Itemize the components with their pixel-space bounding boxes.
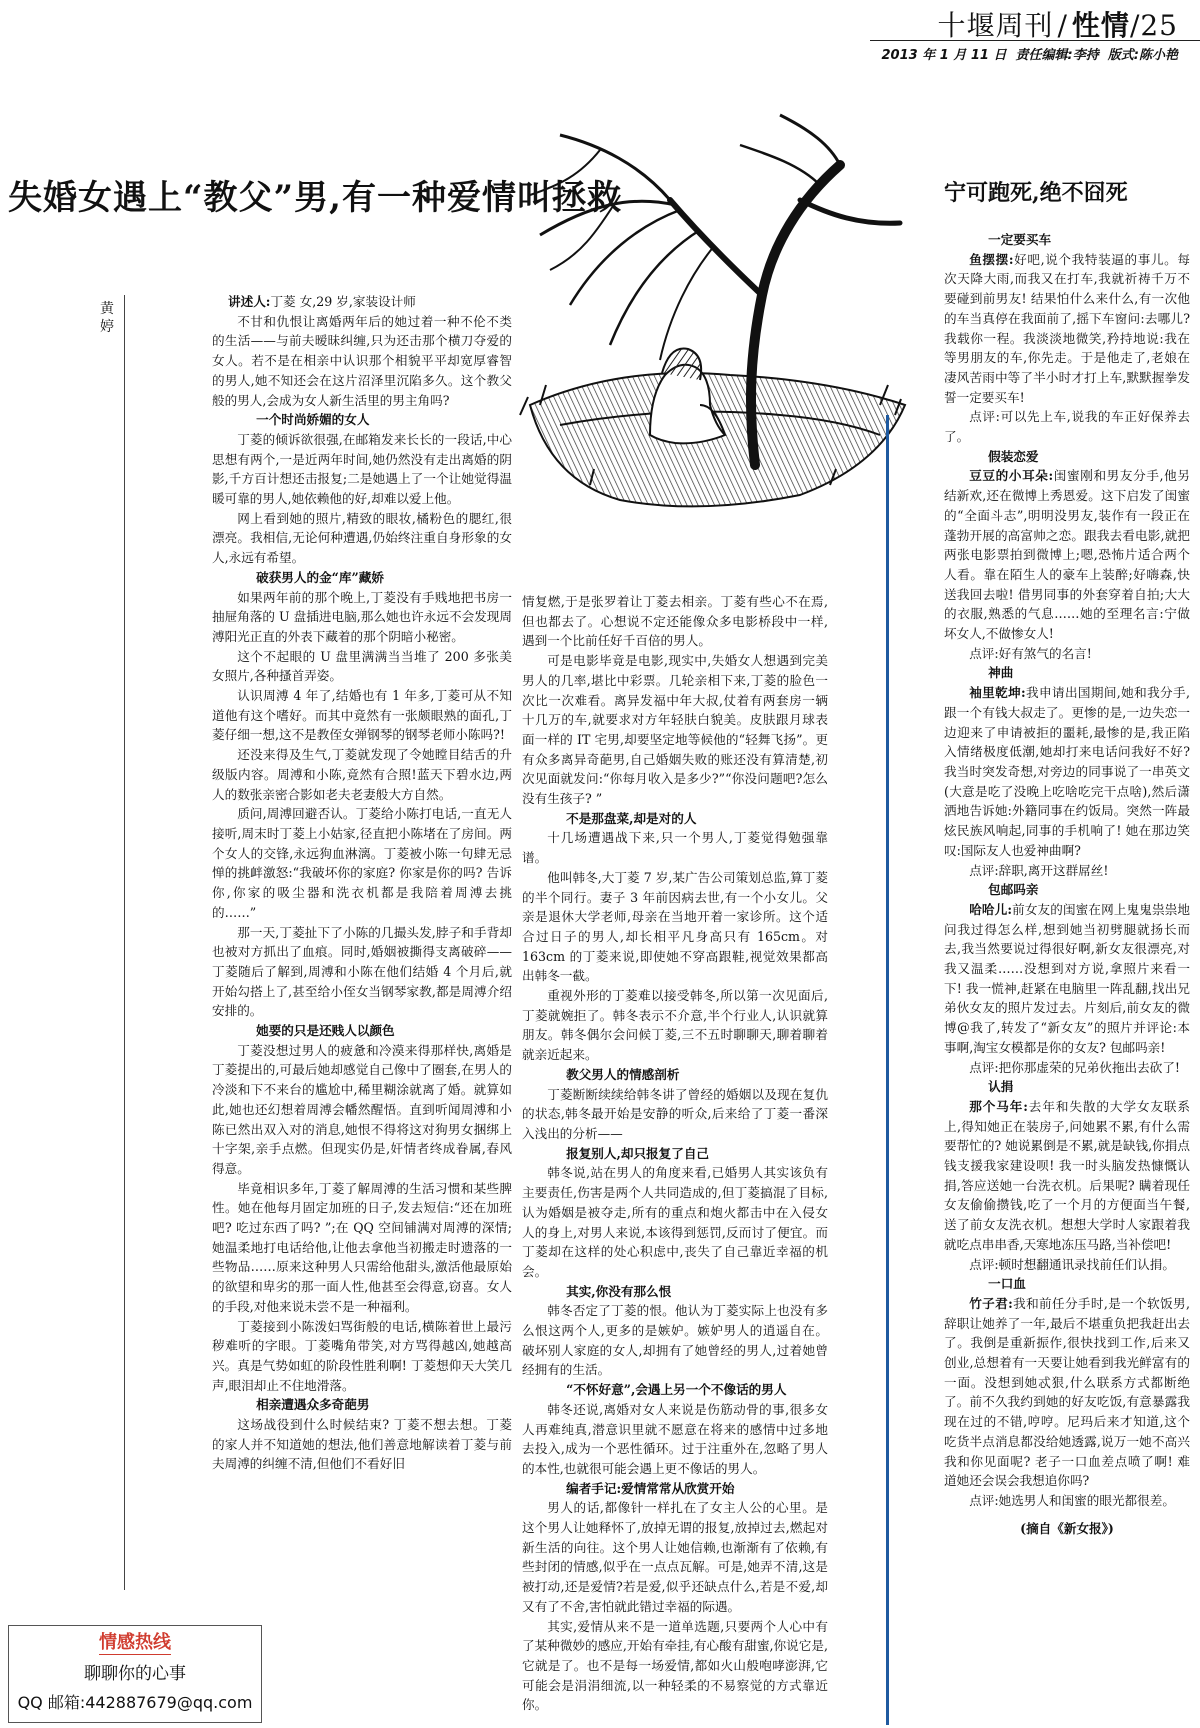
paragraph: 韩冬否定了丁菱的恨。他认为丁菱实际上也没有多么恨这两个人,更多的是嫉妒。嫉妒男人的逍遥自在。破坏别人家庭的女人,却拥有了她曾经的男人,过着她曾经拥有的生活。 [522, 1303, 828, 1378]
source-credit: (摘自《新女报》) [1020, 1520, 1114, 1536]
hotline-box [8, 1625, 262, 1723]
page-number: /25 [1129, 9, 1178, 42]
hotline-title: 情感热线 [99, 1628, 171, 1655]
paragraph: 韩冬说,站在男人的角度来看,已婚男人其实该负有主要责任,伤害是两个人共同造成的,但丁菱搞混了目标,认为婚姻是被夺走,所有的重点和炮火都击中在入侵女人的身上,对男人来说,本该得到惩罚,反而讨了便宜。而丁菱却在这样的处心积虑中,丧失了自己靠近幸福的机会。 [522, 1165, 828, 1279]
comment: 点评:好有煞气的名言! [969, 645, 1092, 661]
sidebar-divider [886, 415, 889, 1725]
subheading: 破获男人的金“库”藏娇 [256, 569, 384, 585]
paragraph: 其实,爱情从来不是一道单选题,只要两个人心中有了某种微妙的感应,开始有牵挂,有心酸有甜蜜,你说它是,它就是了。也不是每一场爱情,都如火山般咆哮澎湃,它可能会是涓涓细流,以一种轻柔的不易察觉的方式靠近你。 [522, 1618, 828, 1713]
subheading: 相亲遭遇众多奇葩男 [256, 1397, 370, 1413]
story-paragraph: 豆豆的小耳朵:闺蜜刚和男友分手,他另结新欢,还在微博上秀恩爱。这下启发了闺蜜的“全面斗志”,明明没男友,装作有一段正在蓬勃开展的高富帅之恋。跟我去看电影,就把两张电影票拍到微博上;嗯,恐怖片适合两个人看。靠在陌生人的豪车上装醉;好嗨森,快送我回去啦! 借男同事的外套穿着自拍;大大的衣服,熟悉的气息……她的至理名言:宁做坏女人,不做惨女人! [944, 468, 1190, 642]
sidebar-column [944, 230, 1190, 1720]
paragraph: 可是电影毕竟是电影,现实中,失婚女人想遇到完美男人的几率,堪比中彩票。几轮亲相下来,丁菱的脸色一次比一次难看。离异发福中年大叔,仗着有两套房一辆十几万的车,就要求对方年轻肤白貌美。皮肤跟月球表面一样的 IT 宅男,却要坚定地等候他的“轻舞飞扬”。更有众多离异奇葩男,自己婚姻失败的账还没有算清楚,初次见面就发问:“你每月收入是多少?”“你没问题吧?怎么没有生孩子? ” [522, 653, 828, 807]
subheading: 包邮吗亲 [988, 882, 1039, 898]
editor-credit: 责任编辑:李持 [1015, 48, 1099, 63]
paragraph: 不甘和仇恨让离婚两年后的她过着一种不伦不类的生活——与前夫暧昧纠缠,只为还击那个横刀夺爱的女人。若不是在相亲中认识那个相貌平平却宽厚睿智的男人,她不知还会在这片沼泽里沉陷多久。这个教父般的男人,会成为女人新生活里的男主角吗? [212, 313, 512, 408]
author-divider [124, 295, 125, 1590]
article-headline: 失婚女遇上“教父”男,有一种爱情叫拯救 [8, 178, 622, 218]
comment: 点评:她选男人和闺蜜的眼光都很差。 [969, 1493, 1175, 1508]
masthead-separator: / [1057, 9, 1068, 42]
paragraph: 网上看到她的照片,精致的眼妆,橘粉色的腮红,很漂亮。我相信,无论何种遭遇,仍始终注重自身形象的女人,永远有希望。 [212, 510, 512, 566]
sidebar-headline: 宁可跑死,绝不囧死 [944, 180, 1128, 206]
subheading: “不怀好意”,会遇上另一个不像话的男人 [566, 1382, 787, 1398]
paragraph: 还没来得及生气,丁菱就发现了令她瞠目结舌的升级版内容。周溥和小陈,竟然有合照!蓝天下碧水边,两人的数张亲密合影如老夫老妻般大方自然。 [212, 747, 512, 802]
story-paragraph: 哈哈儿:前女友的闺蜜在网上鬼鬼祟祟地问我过得怎么样,想到她当初劈腿就扬长而去,我当然要说过得很好啊,新女友很漂亮,对我又温柔……没想到对方说,拿照片来看一下! 我一慌神,赶紧在电脑里一阵乱翻,找出兄弟伙女友的照片发过去。片刻后,前女友的微博@我了,转发了“新女友”的照片并评论:本事啊,淘宝女模都是你的女友? 包邮吗亲! [944, 901, 1190, 1055]
story-paragraph: 鱼摆摆:好吧,说个我特装逼的事儿。每次天降大雨,而我又在打车,我就祈祷千万不要碰到前男友! 结果怕什么来什么,有一次他的车当真停在我面前了,摇下车窗问:去哪儿? 我载你一程。我淡淡地微笑,矜持地说:我在等男朋友的车,你先走。于是他走了,老娘在凄风苦雨中等了半小时才打上车,默默握拳发誓一定要买车! [944, 251, 1190, 405]
story-paragraph: 袖里乾坤:我申请出国期间,她和我分手,跟一个有钱大叔走了。更惨的是,一边失恋一边迎来了申请被拒的噩耗,最惨的是,我正陷入情绪极度低潮,她却打来电话问我好不好? 我当时突发奇想,对旁边的同事说了一串英文(大意是吃了没晚上吃啥吃完干点啥),然后潇洒地告诉她:外籍同事在约饭局。突然一阵最炫民族风响起,同事的手机响了! 她在那边笑叹:国际友人也爱神曲啊? [944, 685, 1190, 858]
subheading: 假装恋爱 [988, 448, 1039, 464]
comment: 点评:可以先上车,说我的车正好保养去了。 [944, 409, 1190, 445]
comment: 点评:辞职,离开这群屌丝! [969, 862, 1109, 878]
paragraph: 认识周溥 4 年了,结婚也有 1 年多,丁菱可从不知道他有这个嗜好。而其中竟然有一张颇眼熟的面孔,丁菱仔细一想,这不是教侄女弹钢琴的钢琴老师小陈吗?! [212, 688, 512, 743]
paragraph: 如果两年前的那个晚上,丁菱没有手贱地把书房一抽屉角落的 U 盘插进电脑,那么她也许永远不会发现周溥阳光正直的外表下藏着的那个阴暗小秘密。 [212, 589, 512, 644]
subheading: 一定要买车 [988, 232, 1052, 247]
narrator-line: 讲述人:丁菱 女,29 岁,家装设计师 [228, 294, 416, 309]
story-paragraph: 那个马年:去年和失散的大学女友联系上,得知她正在装房子,问她累不累,有什么需要帮忙的? 她说累倒是不累,就是缺钱,你捐点钱支援我家建设呗! 我一时头脑发热慷慨认捐,答应送她一台洗衣机。后果呢? 瞒着现任女友偷偷攒钱,吃了一个月的方便面当午餐,送了前女友洗衣机。想想大学时人家跟着我就吃点串串香,天寒地冻压马路,当补偿吧! [944, 1098, 1190, 1252]
subheading: 神曲 [988, 665, 1014, 681]
issue-date: 2013 年 1 月 11 日 [881, 48, 1007, 63]
hotline-email: QQ 邮箱:442887679@qq.com [17, 1693, 253, 1712]
paragraph: 十几场遭遇战下来,只一个男人,丁菱觉得勉强靠谱。 [522, 830, 828, 866]
subheading: 一个时尚娇媚的女人 [256, 412, 370, 428]
story-paragraph: 竹子君:我和前任分手时,是一个软饭男,辞职让她养了一年,最后不堪重负把我赶出去了。我倒是重新振作,很快找到工作,后来又创业,总想着有一天要让她看到我光鲜富有的一面。没想到她忒狠,什么联系方式都断绝了。前不久我约到她的好友吃饭,有意暴露我现在过的不错,哼哼。尼玛后来才知道,这个吃货半点消息都没给她透露,说万一她不高兴我和你见面呢? 老子一口血差点喷了啊! 难道她还会误会我想追你吗? [944, 1295, 1190, 1489]
comment: 点评:把你那虚荣的兄弟伙拖出去砍了! [969, 1059, 1180, 1075]
paragraph: 丁菱没想过男人的疲惫和冷漠来得那样快,离婚是丁菱提出的,可最后她却感觉自己像中了圈套,在男人的冷淡和下不来台的尴尬中,稀里糊涂就离了婚。就算如此,她也还幻想着周溥会幡然醒悟。直到听闻周溥和小陈已然出双入对的消息,她恨不得将这对狗男女捆绑上十字架,亲手点燃。但现实仍是,奸情者终成眷属,春风得意。 [212, 1042, 512, 1176]
illustration-woman-under-tree [500, 105, 920, 575]
section-name: 性情 [1071, 9, 1130, 42]
subheading: 编者手记:爱情常常从欣赏开始 [566, 1480, 735, 1496]
article-column-1 [212, 292, 512, 1720]
subheading: 不是那盘菜,却是对的人 [566, 810, 697, 826]
layout-credit: 版式:陈小艳 [1107, 48, 1178, 63]
masthead [937, 4, 1178, 44]
header-rule [870, 40, 1200, 41]
paper-name: 十堰周刊 [937, 9, 1054, 42]
subheading: 认捐 [988, 1079, 1014, 1095]
paragraph: 那一天,丁菱扯下了小陈的几撮头发,脖子和手背却也被对方抓出了血痕。同时,婚姻被撕得支离破碎——丁菱随后了解到,周溥和小陈在他们结婚 4 个月后,就开始勾搭上了,甚至给小侄女当钢琴家教,都是周溥介绍安排的。 [212, 924, 512, 1019]
paragraph: 质问,周溥回避否认。丁菱给小陈打电话,一直无人接听,周末时丁菱上小姑家,径直把小陈堵在了房间。两个女人的交锋,永远狗血淋漓。丁菱被小陈一句肆无忌惮的挑衅激怒:“我破坏你的家庭? 你家是你的吗? 告诉你,你家的吸尘器和洗衣机都是我陪着周溥去挑的……” [212, 806, 512, 920]
paragraph-continued: 情复燃,于是张罗着让丁菱去相亲。丁菱有些心不在焉,但也都去了。心想说不定还能像众多电影桥段中一样,遇到一个比前任好千百倍的男人。 [522, 594, 828, 649]
paragraph: 他叫韩冬,大丁菱 7 岁,某广告公司策划总监,算丁菱的半个同行。妻子 3 年前因病去世,有一个小女儿。父亲是退休大学老师,母亲在当地开着一家诊所。这个适合过日子的男人,却长相平凡身高只有 165cm。对 163cm 的丁菱来说,即使她不穿高跟鞋,视觉效果都高出韩冬一截。 [522, 869, 828, 984]
paragraph: 男人的话,都像针一样扎在了女主人公的心里。是这个男人让她释怀了,放掉无谓的报复,放掉过去,燃起对新生活的向往。这个男人让她信赖,也渐渐有了依赖,有些封闭的情感,似乎在一点点瓦解。可是,她弄不清,这是被打动,还是爱情?若是爱,似乎还缺点什么,若是不爱,却又有了不舍,害怕就此错过幸福的际遇。 [522, 1500, 828, 1614]
paragraph: 重视外形的丁菱难以接受韩冬,所以第一次见面后,丁菱就婉拒了。韩冬表示不介意,半个行业人,认识就算朋友。韩冬偶尔会问候丁菱,三不五时聊聊天,聊着聊着就亲近起来。 [522, 988, 828, 1063]
subheading: 报复别人,却只报复了自己 [566, 1145, 710, 1161]
author-byline: 黄婷 [100, 301, 114, 335]
paragraph: 丁菱接到小陈泼妇骂街般的电话,横陈着世上最污秽难听的字眼。丁菱嘴角带笑,对方骂得越凶,她越高兴。真是气势如虹的阶段性胜利啊! 丁菱想仰天大笑几声,眼泪却止不住地滑落。 [212, 1318, 512, 1393]
subheading: 其实,你没有那么恨 [566, 1283, 672, 1299]
comment: 点评:顿时想翻通讯录找前任们认捐。 [969, 1256, 1175, 1272]
paragraph: 丁菱断断续续给韩冬讲了曾经的婚姻以及现在复仇的状态,韩冬最开始是安静的听众,后来给了丁菱一番深入浅出的分析—— [522, 1086, 828, 1141]
paragraph: 这场战役到什么时候结束? 丁菱不想去想。丁菱的家人并不知道她的想法,他们善意地解读着丁菱与前夫周溥的纠缠不清,但他们不看好旧 [212, 1417, 512, 1472]
subheading: 一口血 [988, 1276, 1026, 1292]
paragraph: 这个不起眼的 U 盘里满满当当堆了 200 多张美女照片,各种搔首弄姿。 [212, 648, 512, 684]
header-info [882, 44, 1178, 63]
article-column-2 [522, 592, 828, 1728]
subheading: 她要的只是还贱人以颜色 [256, 1023, 395, 1039]
paragraph: 毕竟相识多年,丁菱了解周溥的生活习惯和某些脾性。她在他每月固定加班的日子,发去短信:“还在加班吧? 吃过东西了吗? ”;在 QQ 空间铺满对周溥的深情;她温柔地打电话给他,让他去拿他当初搬走时遗落的一些物品……原来这种男人只需给他甜头,激活他最原始的欲望和卑劣的那一面人性,他甚至会得意,窃喜。女人的手段,对他来说未尝不是一种福利。 [212, 1180, 512, 1314]
subheading: 教父男人的情感剖析 [566, 1066, 680, 1082]
paragraph: 韩冬还说,离婚对女人来说是伤筋动骨的事,很多女人再难纯真,潜意识里就不愿意在将来的感情中过多地去投入,成为一个恶性循环。过于注重外在,忽略了男人的本性,也就很可能会遇上更不像话的男人。 [522, 1401, 828, 1476]
hotline-subtitle: 聊聊你的心事 [84, 1664, 186, 1684]
paragraph: 丁菱的倾诉欲很强,在邮箱发来长长的一段话,中心思想有两个,一是近两年时间,她仍然没有走出离婚的阴影,千方百计想还击报复;二是她遇上了一个让她觉得温暖可靠的男人,她依赖他的好,却难以爱上他。 [212, 431, 512, 507]
